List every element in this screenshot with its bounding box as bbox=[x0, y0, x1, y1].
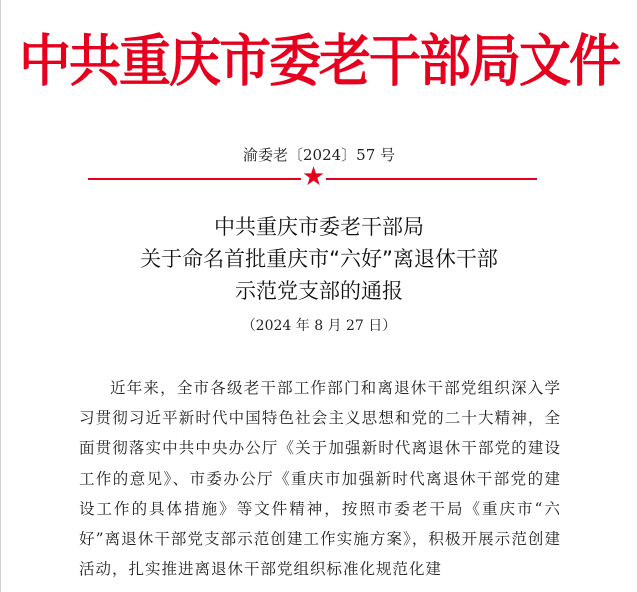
notice-title bbox=[0, 211, 638, 307]
red-rule-right bbox=[326, 178, 537, 180]
notice-title-line-3: 示范党支部的通报 bbox=[235, 279, 403, 303]
red-star-icon: ★ bbox=[301, 162, 326, 192]
notice-date: （2024 年 8 月 27 日） bbox=[241, 318, 397, 334]
red-header-title: 中共重庆市委老干部局文件 bbox=[18, 28, 619, 95]
notice-title-line-2: 关于命名首批重庆市“六好”离退休干部 bbox=[140, 247, 498, 271]
notice-title-line-1: 中共重庆市委老干部局 bbox=[214, 215, 424, 239]
body-paragraph: 近年来，全市各级老干部工作部门和离退休干部党组织深入学习贯彻习近平新时代中国特色社会主义思想和党的二十大精神，全面贯彻落实中共中央办公厅《关于加强新时代离退休干部党的建设工作的意见》、市委办公厅《重庆市加强新时代离退休干部党的建设工作的具体措施》等文件精神，按照市委老干局《重庆市“六好”离退休干部党支部示范创建工作实施方案》，积极开展示范创建活动，扎实推进离退休干部党组织标准化规范化建 bbox=[79, 379, 561, 579]
red-rule-left bbox=[88, 178, 301, 180]
document-number: 渝委老〔2024〕57 号 bbox=[242, 146, 396, 164]
